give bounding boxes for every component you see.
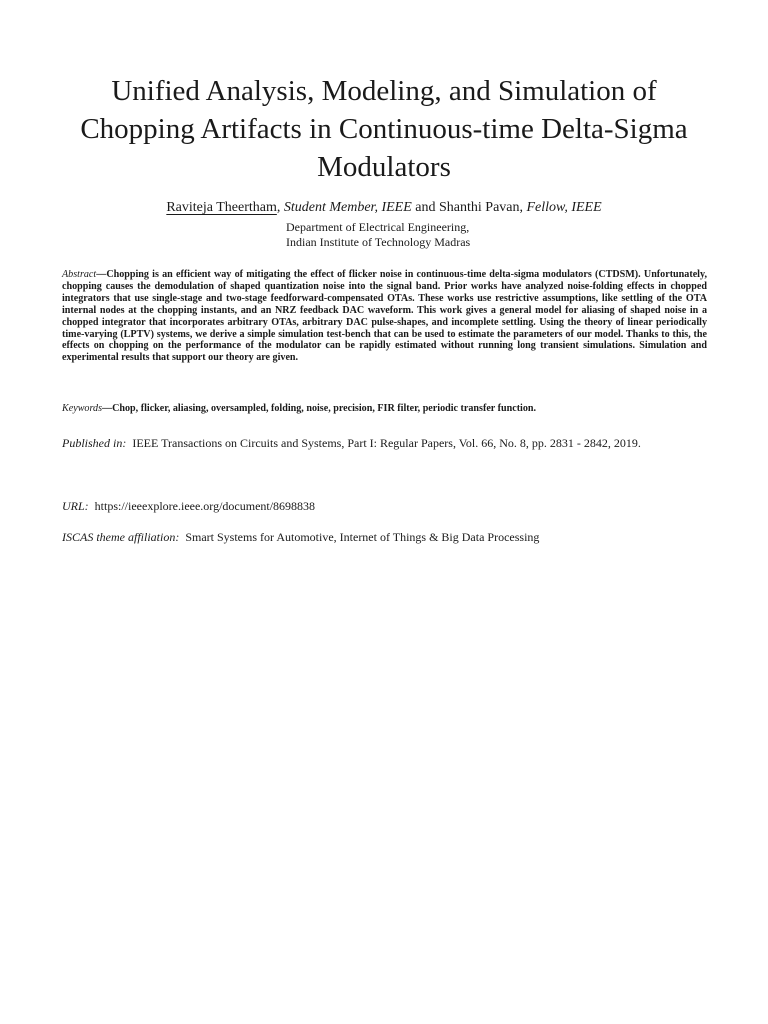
affiliation-line-1: Department of Electrical Engineering, [286,220,470,234]
keywords: Keywords—Chop, flicker, aliasing, oversampled, folding, noise, precision, FIR filter, periodic transfer function. [62,403,537,414]
abstract: Abstract—Chopping is an efficient way of mitigating the effect of flicker noise in continuous-time delta-sigma modulators (CTDSM). Unfortunately, chopping causes the demodulation of shaped quantization noise into the signal band. Prior works have analyzed noise-folding effects in chopped integrators that use single-stage and two-stage feedforward-compensated OTAs. These works use restrictive assumptions, like settling of the OTA internal nodes at the chopping instants, and an NRZ feedback DAC waveform. This work gives a general model for aliasing of shaped noise in a chopped integrator that incorporates arbitrary OTAs, arbitrary DAC pulse-shapes, and incomplete settling. Using the theory of linear periodically time-varying (LPTV) systems, we derive a simple simulation test-bench that can be used to estimate the parameters of our model. Thanks to this, the effects on chopping on the performance of the modulator can be rapidly estimated without running long transient simulations. Simulation and experimental results that support our theory are given. [62,269,707,364]
iscas-label: ISCAS theme affiliation: [62,530,180,544]
url-link[interactable]: https://ieeexplore.ieee.org/document/8698838 [94,499,316,513]
affiliation-line-2: Indian Institute of Technology Madras [286,235,471,249]
iscas-text: Smart Systems for Automotive, Internet of Things & Big Data Processing [185,530,540,544]
author-1-name: Raviteja Theertham [166,200,277,215]
abstract-text: Chopping is an efficient way of mitigating the effect of flicker noise in continuous-time delta-sigma modulators (CTDSM). Unfortunately, chopping causes the demodulation of shaped quantization noise into the signal band. Prior works have analyzed noise-folding effects in chopped integrators that use single-stage and two-stage feedforward-compensated OTAs. These works use restrictive assumptions, like settling of the OTA internal nodes at the chopping instants, and an NRZ feedback DAC waveform. This work gives a general model for aliasing of shaped noise in a chopped integrator that incorporates arbitrary OTAs, arbitrary DAC pulse-shapes, and incomplete settling. Using the theory of linear periodically time-varying (LPTV) systems, we derive a simple simulation test-bench that can be used to estimate the parameters of our model. Thanks to this, the effects on chopping on the performance of the modulator can be rapidly estimated without running long transient simulations. Simulation and experimental results that support our theory are given. [62,269,707,364]
published-in [62,436,722,451]
affiliation [286,220,470,250]
published-text: IEEE Transactions on Circuits and Systems, Part I: Regular Papers, Vol. 66, No. 8, pp. 2831 - 2842, 2019. [132,436,641,450]
url-label: URL: [62,499,89,513]
published-label: Published in: [62,436,127,450]
title-line-1: Unified Analysis, Modeling, and Simulation of [111,75,657,107]
author-1-role: Student Member, IEEE [283,200,412,215]
keywords-label: Keywords [62,403,103,414]
iscas-theme [62,530,722,545]
keywords-text: Chop, flicker, aliasing, oversampled, folding, noise, precision, FIR filter, periodic transfer function. [112,403,537,414]
title-line-2: Chopping Artifacts in Continuous-time Delta-Sigma [80,113,688,145]
author-2-role: Fellow, IEEE [526,200,602,215]
author-2-name: Shanthi Pavan [439,200,520,215]
paper-title [40,72,728,186]
title-line-3: Modulators [317,151,451,183]
abstract-label: Abstract [62,269,97,280]
url-row [62,499,722,514]
author-line: Raviteja Theertham, Student Member, IEEE and Shanthi Pavan, Fellow, IEEE [166,200,602,215]
author-conjunction: and [415,200,436,215]
